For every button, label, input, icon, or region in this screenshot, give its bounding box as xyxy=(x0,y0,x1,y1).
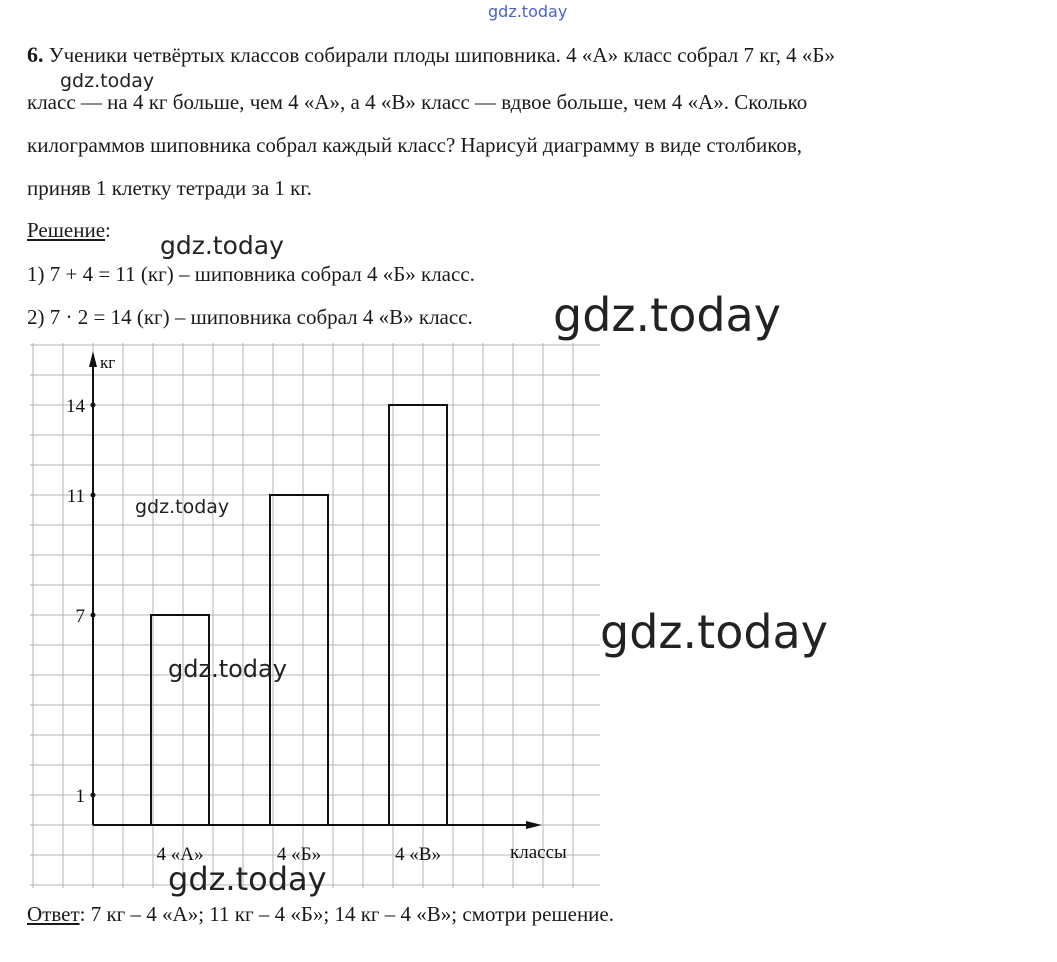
y-tick-mark xyxy=(91,613,96,618)
watermark: gdz.today xyxy=(160,231,284,260)
watermark: gdz.today xyxy=(168,860,327,898)
x-axis-label: классы xyxy=(510,842,567,863)
x-tick-label: 4 «Б» xyxy=(276,844,322,865)
task-number: 6. xyxy=(27,42,44,67)
y-tick-label: 11 xyxy=(66,486,85,507)
solution-label: Решение xyxy=(27,218,106,242)
x-tick-label: 4 «А» xyxy=(156,844,204,865)
task-line-2: класс — на 4 кг больше, чем 4 «А», а 4 «В» класс — вдвое больше, чем 4 «А». Сколько xyxy=(27,90,808,114)
y-tick-label: 14 xyxy=(66,396,85,417)
x-tick-label: 4 «В» xyxy=(395,844,441,865)
y-tick-mark xyxy=(91,493,96,498)
y-tick-mark xyxy=(91,403,96,408)
y-tick-label: 1 xyxy=(75,786,85,807)
y-axis-label: кг xyxy=(100,353,116,372)
watermark: gdz.today xyxy=(168,655,287,683)
watermark: gdz.today xyxy=(135,496,230,518)
solution-colon: : xyxy=(105,218,111,242)
task-line-1 xyxy=(27,42,835,68)
task-line-3: килограммов шиповника собрал каждый класс? Нарисуй диаграмму в виде столбиков, xyxy=(27,133,803,157)
watermark: gdz.today xyxy=(600,605,828,659)
answer-line xyxy=(27,902,614,927)
chart-grid xyxy=(30,343,600,888)
bar-chart xyxy=(30,343,600,888)
y-tick-mark xyxy=(91,793,96,798)
watermark: gdz.today xyxy=(488,2,568,21)
solution-heading xyxy=(27,218,111,243)
y-tick-label: 7 xyxy=(75,606,85,627)
task-line-4: приняв 1 клетку тетради за 1 кг. xyxy=(27,176,312,200)
solution-step-1: 1) 7 + 4 = 11 (кг) – шиповника собрал 4 «Б» класс. xyxy=(27,262,475,286)
answer-text: : 7 кг – 4 «А»; 11 кг – 4 «Б»; 14 кг – 4 «В»; смотри решение. xyxy=(79,902,614,926)
task-text-1: Ученики четвёртых классов собирали плоды шиповника. 4 «А» класс собрал 7 кг, 4 «Б» xyxy=(48,43,835,67)
solution-step-2: 2) 7 · 2 = 14 (кг) – шиповника собрал 4 «В» класс. xyxy=(27,305,473,329)
watermark: gdz.today xyxy=(60,70,155,92)
watermark: gdz.today xyxy=(553,288,781,342)
answer-label: Ответ xyxy=(27,902,80,926)
